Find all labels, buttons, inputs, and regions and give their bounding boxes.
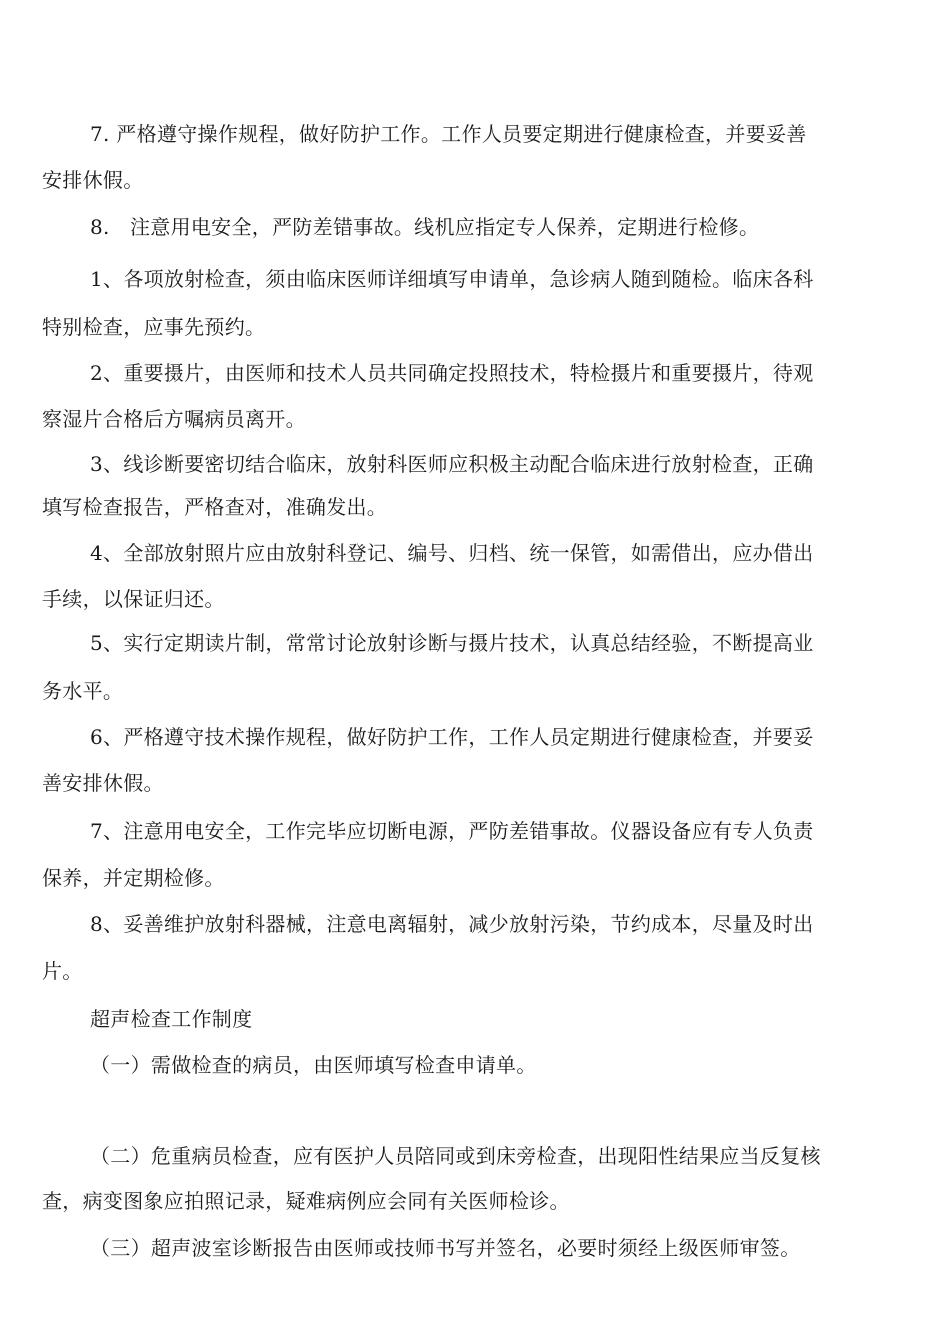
paragraph-line: 5、实行定期读片制，常常讨论放射诊断与摄片技术，认真总结经验，不断提高业 [90,631,814,655]
paragraph-line: 1、各项放射检查，须由临床医师详细填写申请单，急诊病人随到随检。临床各科 [90,267,814,291]
paragraph-line: 特别检查，应事先预约。 [42,315,266,339]
paragraph-line: （一）需做检查的病员，由医师填写检查申请单。 [90,1053,537,1077]
paragraph-line: 7. 严格遵守操作规程，做好防护工作。工作人员要定期进行健康检查，并要妥善 [90,122,807,146]
paragraph-line: 8、妥善维护放射科器械，注意电离辐射，减少放射污染，节约成本，尽量及时出 [90,912,814,936]
paragraph-line: 善安排休假。 [42,771,164,795]
paragraph-line: 手续，以保证归还。 [42,587,225,611]
paragraph-line: 安排休假。 [42,168,144,192]
paragraph-line: 2、重要摄片，由医师和技术人员共同确定投照技术，特检摄片和重要摄片，待观 [90,361,814,385]
paragraph-line: 保养，并定期检修。 [42,866,225,890]
paragraph-line: 6、严格遵守技术操作规程，做好防护工作，工作人员定期进行健康检查，并要妥 [90,725,814,749]
paragraph-line: 3、线诊断要密切结合临床，放射科医师应积极主动配合临床进行放射检查，正确 [90,452,814,476]
paragraph-line: 察湿片合格后方嘱病员离开。 [42,407,306,431]
paragraph-line: 片。 [42,959,83,983]
paragraph-line: （三）超声波室诊断报告由医师或技师书写并签名，必要时须经上级医师审签。 [90,1236,801,1260]
paragraph-line: 填写检查报告，严格查对，准确发出。 [42,495,388,519]
paragraph-line: 7、注意用电安全，工作完毕应切断电源，严防差错事故。仪器设备应有专人负责 [90,819,814,843]
paragraph-line: （二）危重病员检查，应有医护人员陪同或到床旁检查，出现阳性结果应当反复核 [90,1144,821,1168]
paragraph-line: 8. 注意用电安全，严防差错事故。线机应指定专人保养，定期进行检修。 [90,215,760,239]
paragraph-line: 4、全部放射照片应由放射科登记、编号、归档、统一保管，如需借出，应办借出 [90,541,814,565]
paragraph-line: 查，病变图象应拍照记录，疑难病例应会同有关医师检诊。 [42,1189,570,1213]
section-heading: 超声检查工作制度 [90,1007,253,1031]
paragraph-line: 务水平。 [42,679,124,703]
